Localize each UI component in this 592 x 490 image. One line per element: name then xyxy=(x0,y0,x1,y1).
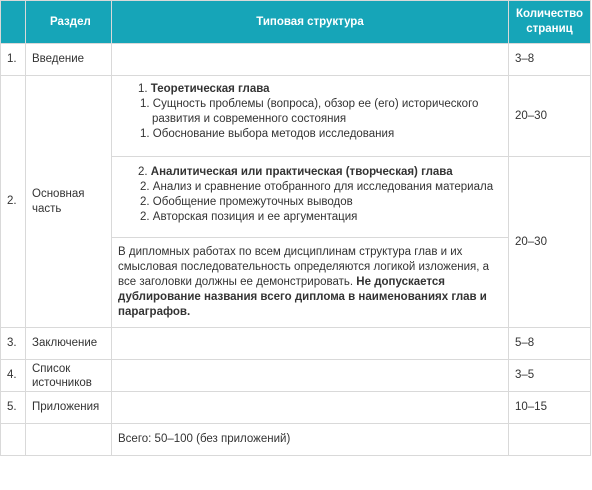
row-number: 2. xyxy=(1,76,26,328)
table-row-total xyxy=(1,424,591,456)
pages-cell: 3–5 xyxy=(509,360,591,392)
paragraph-item xyxy=(118,195,502,210)
section-name: Заключение xyxy=(26,328,112,360)
paragraph-item xyxy=(118,180,502,195)
row-number: 1. xyxy=(1,44,26,76)
row-number: 5. xyxy=(1,392,26,424)
paragraph-number: 2. xyxy=(140,181,150,193)
table-row-sources xyxy=(1,360,591,392)
pages-cell: 3–8 xyxy=(509,44,591,76)
header-pages-line2: страниц xyxy=(526,23,573,35)
table-row-conclusion xyxy=(1,328,591,360)
header-row xyxy=(1,1,591,44)
section-name-line2: источников xyxy=(32,376,92,389)
structure-cell xyxy=(112,360,509,392)
header-pages xyxy=(509,1,591,44)
row-number: 3. xyxy=(1,328,26,360)
paragraph-text: Сущность проблемы (вопроса), обзор ее (его) исторического развития и современного состояния xyxy=(152,98,479,125)
paragraph-text: Обобщение промежуточных выводов xyxy=(152,196,353,208)
table-row-intro xyxy=(1,44,591,76)
chapter-number: 1. xyxy=(138,83,148,95)
section-name-line1: Список xyxy=(32,362,71,375)
note-cell xyxy=(112,238,509,328)
chapter-number: 2. xyxy=(138,166,148,178)
paragraph-text: Авторская позиция и ее аргументация xyxy=(152,211,358,223)
structure-cell xyxy=(112,44,509,76)
chapter-title xyxy=(118,82,502,97)
section-name xyxy=(26,360,112,392)
chapter-title-text: Аналитическая или практическая (творческая) глава xyxy=(150,166,453,178)
section-name: Приложения xyxy=(26,392,112,424)
row-number xyxy=(1,424,26,456)
total-cell: Всего: 50–100 (без приложений) xyxy=(112,424,509,456)
paragraph-number: 1. xyxy=(140,98,150,110)
header-section: Раздел xyxy=(26,1,112,44)
row-number: 4. xyxy=(1,360,26,392)
pages-cell: 5–8 xyxy=(509,328,591,360)
header-pages-line1: Количество xyxy=(515,8,584,20)
section-name-line1: Основная xyxy=(32,187,85,200)
structure-cell xyxy=(112,328,509,360)
chapter-title xyxy=(118,165,502,180)
structure-note xyxy=(118,238,502,327)
chapter-title-text: Теоретическая глава xyxy=(150,83,270,95)
paragraph-item xyxy=(118,210,502,225)
practical-chapter-cell xyxy=(112,157,509,238)
paragraph-item xyxy=(118,97,502,127)
section-name: Введение xyxy=(26,44,112,76)
note-text: В дипломных работах по всем дисциплинам структура глав и их смысловая последовательность определяются логикой изложения, а все заголовки должны ее демонстрировать. xyxy=(118,246,490,288)
paragraph-number: 1. xyxy=(140,128,150,140)
header-structure: Типовая структура xyxy=(112,1,509,44)
paragraph-text: Обоснование выбора методов исследования xyxy=(152,128,395,140)
paragraph-item xyxy=(118,127,502,142)
note-warning: Не допускается дублирование названия всего диплома в наименованиях глав и параграфов. xyxy=(118,276,487,318)
theory-chapter-cell xyxy=(112,76,509,157)
paragraph-number: 2. xyxy=(140,196,150,208)
table-row-main-theory xyxy=(1,76,591,157)
paragraph-text: Анализ и сравнение отобранного для исследования материала xyxy=(152,181,494,193)
structure-cell xyxy=(112,392,509,424)
section-name-line2: часть xyxy=(32,202,62,215)
pages-cell: 20–30 xyxy=(509,76,591,157)
section-name xyxy=(26,424,112,456)
pages-cell xyxy=(509,424,591,456)
pages-cell: 10–15 xyxy=(509,392,591,424)
table-row-appendix xyxy=(1,392,591,424)
pages-cell: 20–30 xyxy=(509,157,591,328)
section-name xyxy=(26,76,112,328)
paragraph-number: 2. xyxy=(140,211,150,223)
header-num xyxy=(1,1,26,44)
